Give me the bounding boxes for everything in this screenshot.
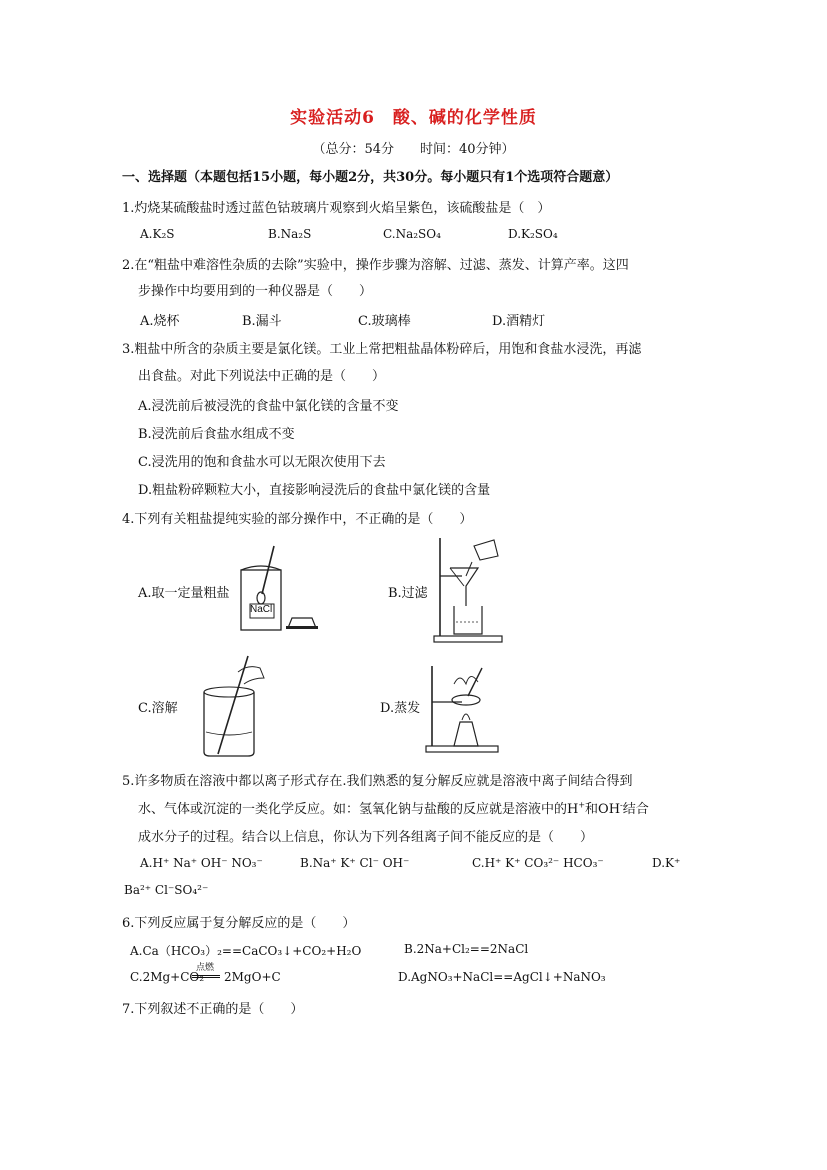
q2-option-b: B.漏斗 <box>242 314 282 329</box>
q3-stem-line1: 3.粗盐中所含的杂质主要是氯化镁。工业上常把粗盐晶体粉碎后，用饱和食盐水浸洗，再滤 <box>122 342 642 357</box>
filtration-figure <box>432 536 508 644</box>
q6-option-b: B.2Na+Cl₂==2NaCl <box>404 942 529 956</box>
q5-stem-line2-a: 水、气体或沉淀的一类化学反应。如：氢氧化钠与盐酸的反应就是溶液中的H <box>138 802 579 817</box>
q1-option-c: C.Na₂SO₄ <box>383 227 441 241</box>
dissolving-figure <box>196 654 270 758</box>
q5-option-d-cont: Ba²⁺ Cl⁻SO₄²⁻ <box>124 883 209 897</box>
section-heading: 一、选择题（本题包括15小题，每小题2分，共30分。每小题只有1个选项符合题意） <box>122 170 619 185</box>
q2-stem-line2: 步操作中均要用到的一种仪器是（ ） <box>138 284 373 299</box>
q2-option-d: D.酒精灯 <box>492 314 546 329</box>
q5-option-c: C.H⁺ K⁺ CO₃²⁻ HCO₃⁻ <box>472 856 604 870</box>
q6-option-c-arrow2 <box>192 977 220 978</box>
q3-option-b: B.浸洗前后食盐水组成不变 <box>138 427 295 442</box>
page-subtitle: （总分：54分 时间：40分钟） <box>312 142 515 157</box>
q4-option-d: D.蒸发 <box>380 701 421 716</box>
q7-stem: 7.下列叙述不正确的是（ ） <box>122 1002 304 1017</box>
q4-option-c: C.溶解 <box>138 701 178 716</box>
q6-option-c-right: 2MgO+C <box>224 970 281 984</box>
q1-stem: 1.灼烧某硫酸盐时透过蓝色钴玻璃片观察到火焰呈紫色，该硫酸盐是（ ） <box>122 201 551 216</box>
q2-stem-line1: 2.在“粗盐中难溶性杂质的去除”实验中，操作步骤为溶解、过滤、蒸发、计算产率。这四 <box>122 258 629 273</box>
q6-option-c-condition: 点燃 <box>196 963 215 973</box>
q1-option-b: B.Na₂S <box>268 227 312 241</box>
q5-stem-line3: 成水分子的过程。结合以上信息，你认为下列各组离子间不能反应的是（ ） <box>138 830 594 845</box>
q5-stem-line2-c: 结合 <box>622 802 649 817</box>
q6-option-d: D.AgNO₃+NaCl==AgCl↓+NaNO₃ <box>398 970 606 984</box>
q5-option-a: A.H⁺ Na⁺ OH⁻ NO₃⁻ <box>140 856 263 870</box>
q5-stem-line2: 水、气体或沉淀的一类化学反应。如：氢氧化钠与盐酸的反应就是溶液中的H+和OH-结合 <box>138 800 649 817</box>
reagent-bottle-figure <box>232 542 324 634</box>
q3-option-c: C.浸洗用的饱和食盐水可以无限次使用下去 <box>138 455 386 470</box>
q3-stem-line2: 出食盐。对此下列说法中正确的是（ ） <box>138 369 386 384</box>
q5-option-d: D.K⁺ <box>652 856 681 870</box>
bottle-label: NaCl <box>250 604 273 615</box>
q6-stem: 6.下列反应属于复分解反应的是（ ） <box>122 916 356 931</box>
page-title: 实验活动6 酸、碱的化学性质 <box>290 108 537 128</box>
q3-option-a: A.浸洗前后被浸洗的食盐中氯化镁的含量不变 <box>138 399 399 414</box>
q4-option-b: B.过滤 <box>388 586 428 601</box>
q3-option-d: D.粗盐粉碎颗粒大小，直接影响浸洗后的食盐中氯化镁的含量 <box>138 483 491 498</box>
q1-option-d: D.K₂SO₄ <box>508 227 558 241</box>
q2-option-c: C.玻璃棒 <box>358 314 411 329</box>
q1-option-a: A.K₂S <box>140 227 175 241</box>
q6-option-a: A.Ca（HCO₃）₂==CaCO₃↓+CO₂+H₂O <box>130 944 362 958</box>
q6-option-c-left: C.2Mg+CO₂ <box>130 970 205 984</box>
evaporation-figure <box>424 662 504 754</box>
q5-option-b: B.Na⁺ K⁺ Cl⁻ OH⁻ <box>300 856 410 870</box>
q2-option-a: A.烧杯 <box>140 314 180 329</box>
q5-stem-line1: 5.许多物质在溶液中都以离子形式存在.我们熟悉的复分解反应就是溶液中离子间结合得到 <box>122 774 633 789</box>
q5-stem-line2-b: 和OH <box>585 802 621 817</box>
q6-option-c-arrow <box>192 975 220 976</box>
q4-stem: 4.下列有关粗盐提纯实验的部分操作中，不正确的是（ ） <box>122 512 473 527</box>
q4-option-a: A.取一定量粗盐 <box>138 586 230 601</box>
